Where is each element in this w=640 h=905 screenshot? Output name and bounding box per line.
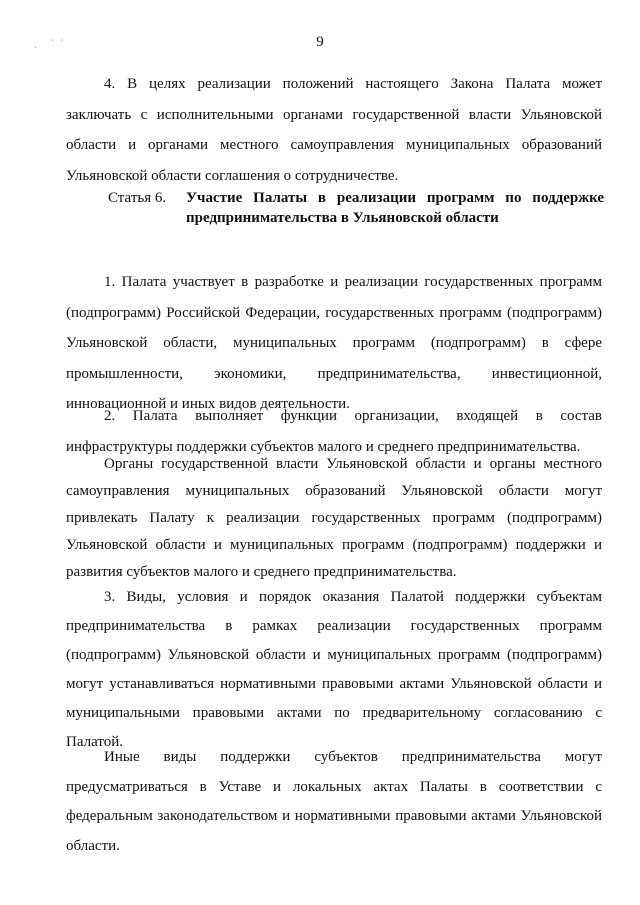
article-number: Статья 6. [108,190,167,206]
paragraph-item3: 3. Виды, условия и порядок оказания Палатой поддержки субъектам предпринимательства в рамках реализации государственных программ (подпрограмм) Ульяновской области и муниципальных программ (подпрограмм) могут устанавливаться нормативными правовыми актами Ульяновской области и муниципальными правовыми актами по предварительному согласованию с Палатой. [66,589,602,750]
scan-artifact-mark: ˎ ˙˙ [34,38,70,48]
paragraph-item3-continuation: Иные виды поддержки субъектов предпринимательства могут предусматриваться в Уставе и локальных актах Палаты в соответствии с федеральным законодательством и нормативными правовыми актами Ульяновской области. [66,749,602,854]
paragraph-item1: 1. Палата участвует в разработке и реализации государственных программ (подпрограмм) Российской Федерации, государственных программ (подпрограмм) Ульяновской области, муниципальных программ (подпрограмм) в сфере промышленности, экономики, предпринимательства, инвестиционной, инновационной и иных видов деятельности. [66,274,602,412]
article-heading [108,188,604,228]
paragraph-article5-item4: 4. В целях реализации положений настоящего Закона Палата может заключать с исполнительными органами государственной власти Ульяновской области и органами местного самоуправления муниципальных образований Ульяновской области соглашения о сотрудничестве. [66,76,602,184]
page-number: 9 [316,34,324,50]
article-title: Участие Палаты в реализации программ по поддержке предпринимательства в Ульяновской области [186,190,604,226]
paragraph-item2-continuation: Органы государственной власти Ульяновской области и органы местного самоуправления муниципальных образований Ульяновской области могут привлекать Палату к реализации государственных программ (подпрограмм) Ульяновской области и муниципальных программ (подпрограмм) поддержки и развития субъектов малого и среднего предпринимательства. [66,456,602,580]
paragraph-item2: 2. Палата выполняет функции организации, входящей в состав инфраструктуры поддержки субъектов малого и среднего предпринимательства. [66,408,602,455]
